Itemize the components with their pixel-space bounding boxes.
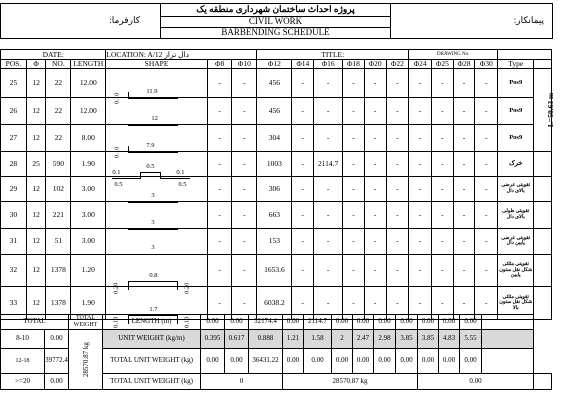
unit-weight-val: 1.58 xyxy=(304,330,332,349)
no-cell: 221 xyxy=(46,201,71,228)
tuw-val: 0.00 xyxy=(304,349,332,374)
length-val: 0.00 xyxy=(396,315,418,330)
unit-weight-val: 0.888 xyxy=(249,330,283,349)
tuw-val: 0.00 xyxy=(374,349,396,374)
final-c: 0.00 xyxy=(418,374,534,390)
diameter-cell: - xyxy=(475,286,498,319)
phi-cell: 12 xyxy=(26,97,46,124)
diameter-cell: - xyxy=(292,201,314,228)
length-cell: 3.00 xyxy=(71,176,106,201)
length-cell: 8.00 xyxy=(71,124,106,151)
work-type: CIVIL WORK xyxy=(161,17,391,28)
col-shape: SHAPE xyxy=(106,60,207,69)
final-b: 28570.87 kg xyxy=(283,374,418,390)
diameter-cell: - xyxy=(207,68,232,97)
diameter-cell: - xyxy=(386,124,409,151)
col-d20: Φ20 xyxy=(364,60,386,69)
col-pos: POS. xyxy=(1,60,27,69)
diameter-cell: - xyxy=(292,254,314,286)
diameter-cell: 663 xyxy=(257,201,292,228)
diameter-cell: - xyxy=(292,124,314,151)
type-cell: Pos9 xyxy=(498,124,534,151)
length-val: 0.00 xyxy=(332,315,353,330)
dimension-label: 3 xyxy=(151,218,155,226)
group-range: 12-18 xyxy=(1,349,45,374)
diameter-cell: - xyxy=(475,176,498,201)
diameter-cell: - xyxy=(475,151,498,176)
diameter-cell: - xyxy=(453,68,475,97)
shape-cell xyxy=(106,97,207,124)
group-range: 8-10 xyxy=(1,330,45,349)
diameter-cell: - xyxy=(386,151,409,176)
col-phi: Φ xyxy=(26,60,46,69)
table-row xyxy=(1,124,552,151)
dimension-label: 12 xyxy=(151,114,158,122)
length-val: 0.00 xyxy=(353,315,374,330)
tuw-val: 0.00 xyxy=(396,349,418,374)
type-cell: تقویتی عرضی پایین دال xyxy=(498,228,534,254)
diameter-cell: - xyxy=(314,228,343,254)
length-val: 0.00 xyxy=(225,315,249,330)
length-val: 0.00 xyxy=(374,315,396,330)
diameter-cell: - xyxy=(314,254,343,286)
unit-weight-val: 4.83 xyxy=(439,330,460,349)
bar-line xyxy=(177,281,178,290)
side-length-cell xyxy=(534,68,556,151)
side-length-label: L=50.63 m xyxy=(546,92,556,128)
diameter-cell: - xyxy=(364,68,386,97)
dimension-label: 0.20 xyxy=(183,282,191,295)
diameter-cell: - xyxy=(431,254,453,286)
table-row xyxy=(1,228,552,254)
diameter-cell: - xyxy=(386,228,409,254)
diameter-cell: - xyxy=(207,228,232,254)
shape-cell xyxy=(106,254,207,295)
pos-cell: 28 xyxy=(1,151,27,176)
type-cell: تقویتی مثلثی شکل نقل ستون بالا xyxy=(498,286,534,319)
diameter-cell: - xyxy=(409,201,432,228)
diameter-cell: - xyxy=(409,176,432,201)
diameter-cell: - xyxy=(207,124,232,151)
total-label: TOTAL xyxy=(1,315,69,330)
diameter-cell: - xyxy=(409,97,432,124)
diameter-cell: - xyxy=(314,68,343,97)
length-val: 0.00 xyxy=(201,315,225,330)
shape-cell xyxy=(106,201,207,228)
diameter-cell: - xyxy=(292,228,314,254)
length-val: 0.00 xyxy=(460,315,482,330)
type-cell: تقویتی عرضی بالای دال xyxy=(498,176,534,201)
dimension-label: 0.10 xyxy=(112,316,120,328)
bar-line xyxy=(128,229,178,230)
diameter-cell: - xyxy=(314,201,343,228)
no-cell: 1378 xyxy=(46,286,71,319)
phi-cell: 12 xyxy=(26,68,46,97)
diameter-cell: - xyxy=(207,176,232,201)
type-cell: تقویتی مثلثی شکل نقل ستون پایین xyxy=(498,254,534,286)
tuw-label: TOTAL UNIT WEIGHT (kg) xyxy=(103,349,201,374)
diameter-cell: - xyxy=(453,124,475,151)
diameter-cell: - xyxy=(431,97,453,124)
diameter-cell: - xyxy=(207,151,232,176)
diameter-cell: - xyxy=(314,176,343,201)
bar-line xyxy=(140,172,141,179)
total-weight-label: TOTAL WEIGHT xyxy=(69,315,103,330)
diameter-cell: - xyxy=(431,201,453,228)
diameter-cell: - xyxy=(343,228,365,254)
diameter-cell: - xyxy=(292,176,314,201)
final-a: 0 xyxy=(201,374,283,390)
col-d16: Φ16 xyxy=(314,60,343,69)
diameter-cell: - xyxy=(386,176,409,201)
bar-line xyxy=(128,98,178,99)
pos-cell: 32 xyxy=(1,254,27,286)
diameter-cell: - xyxy=(386,254,409,286)
phi-cell: 12 xyxy=(26,124,46,151)
length-val: 0.00 xyxy=(283,315,304,330)
unit-weight-val: 1.21 xyxy=(283,330,304,349)
diameter-cell: - xyxy=(453,151,475,176)
dimension-label: 0.5 xyxy=(178,180,187,188)
diameter-cell: - xyxy=(475,97,498,124)
bar-line xyxy=(128,92,129,99)
diameter-cell: - xyxy=(343,286,365,319)
diameter-cell: - xyxy=(364,228,386,254)
diameter-cell: - xyxy=(386,97,409,124)
pos-cell: 33 xyxy=(1,286,27,319)
diameter-cell: - xyxy=(431,68,453,97)
diameter-cell: - xyxy=(364,151,386,176)
diameter-cell: - xyxy=(453,176,475,201)
unit-weight-val: 3.85 xyxy=(396,330,418,349)
diameter-cell: - xyxy=(364,176,386,201)
no-cell: 22 xyxy=(46,68,71,97)
table-row xyxy=(1,97,552,124)
length-cell: 1.20 xyxy=(71,254,106,286)
length-cell: 12.00 xyxy=(71,97,106,124)
diameter-cell: - xyxy=(431,151,453,176)
diameter-cell: - xyxy=(232,124,257,151)
group-value: 39772.4 xyxy=(45,349,69,374)
tuw-val: 0.00 xyxy=(201,349,225,374)
diameter-cell: 6038.2 xyxy=(257,286,292,319)
diameter-cell: - xyxy=(475,68,498,97)
pos-cell: 30 xyxy=(1,201,27,228)
diameter-cell: - xyxy=(314,124,343,151)
diameter-cell: 153 xyxy=(257,228,292,254)
type-cell: Pos9 xyxy=(498,68,534,97)
unit-weight-val: 2 xyxy=(332,330,353,349)
diameter-cell: - xyxy=(343,124,365,151)
shape-cell xyxy=(106,124,207,158)
diameter-cell: - xyxy=(343,254,365,286)
project-title: پروژه احداث ساختمان شهرداری منطقه یک xyxy=(161,4,391,17)
unit-weight-label: UNIT WEIGHT (kg/m) xyxy=(103,330,201,349)
header-table xyxy=(0,3,553,39)
diameter-cell: - xyxy=(314,97,343,124)
col-d30: Φ30 xyxy=(475,60,498,69)
pos-cell: 25 xyxy=(1,68,27,97)
col-d14: Φ14 xyxy=(292,60,314,69)
diameter-cell: - xyxy=(409,254,432,286)
tuw-val: 0.00 xyxy=(460,349,482,374)
diameter-cell: - xyxy=(232,97,257,124)
diameter-cell: - xyxy=(386,201,409,228)
bar-line xyxy=(112,178,140,179)
tuw-val: 0.00 xyxy=(418,349,439,374)
col-d24: Φ24 xyxy=(409,60,432,69)
diameter-cell: - xyxy=(232,68,257,97)
diameter-cell: - xyxy=(431,228,453,254)
phi-cell: 12 xyxy=(26,286,46,319)
diameter-cell: - xyxy=(453,201,475,228)
bar-line xyxy=(128,152,178,153)
diameter-cell: - xyxy=(364,97,386,124)
diameter-cell: 456 xyxy=(257,97,292,124)
diameter-cell: - xyxy=(207,201,232,228)
col-length: LENGTH xyxy=(71,60,106,69)
diameter-cell: - xyxy=(292,68,314,97)
bar-line xyxy=(128,281,178,282)
bar-line xyxy=(128,281,129,290)
dimension-label: 0.10 xyxy=(113,146,121,158)
length-val: 0.00 xyxy=(439,315,460,330)
phi-cell: 12 xyxy=(26,254,46,286)
diameter-cell: - xyxy=(343,201,365,228)
diameter-cell: - xyxy=(453,228,475,254)
pos-cell: 27 xyxy=(1,124,27,151)
unit-weight-val: 3.85 xyxy=(418,330,439,349)
tuw-val: 36431.22 xyxy=(249,349,283,374)
type-cell: تقویتی طولی بالای دال xyxy=(498,201,534,228)
diameter-cell: - xyxy=(475,254,498,286)
diameter-cell: - xyxy=(364,124,386,151)
diameter-cell: - xyxy=(232,228,257,254)
col-no: NO. xyxy=(46,60,71,69)
title-label: TITLE: xyxy=(257,50,409,60)
col-d22: Φ22 xyxy=(386,60,409,69)
tuw-val: 0.00 xyxy=(332,349,353,374)
diameter-cell: - xyxy=(409,124,432,151)
diameter-cell: - xyxy=(232,201,257,228)
diameter-cell: - xyxy=(292,151,314,176)
pos-cell: 29 xyxy=(1,176,27,201)
tuw-val: 0.00 xyxy=(353,349,374,374)
no-cell: 51 xyxy=(46,228,71,254)
diameter-cell: - xyxy=(292,97,314,124)
diameter-cell: - xyxy=(207,254,232,286)
diameter-cell: - xyxy=(364,254,386,286)
tuw-val: 0.00 xyxy=(439,349,460,374)
length-val: 0.00 xyxy=(418,315,439,330)
diameter-cell: - xyxy=(232,151,257,176)
no-cell: 590 xyxy=(46,151,71,176)
diameter-cell: 1653.6 xyxy=(257,254,292,286)
diameter-cell: - xyxy=(409,286,432,319)
table-row xyxy=(1,151,552,176)
diameter-cell: 2114.7 xyxy=(314,151,343,176)
pos-cell: 26 xyxy=(1,97,27,124)
dimension-label: 3 xyxy=(151,244,155,252)
dimension-label: 1.7 xyxy=(149,305,158,313)
dimension-label: 0.1 xyxy=(112,168,121,176)
unit-weight-val: 0.395 xyxy=(201,330,225,349)
dimension-label: 0.10 xyxy=(183,316,191,328)
schedule-title: BARBENDING SCHEDULE xyxy=(161,28,391,39)
diameter-cell: - xyxy=(475,124,498,151)
diameter-cell: - xyxy=(364,201,386,228)
bar-line xyxy=(128,202,178,203)
shape-cell xyxy=(106,228,207,254)
group-range: >=20 xyxy=(1,374,45,390)
unit-weight-val: 2.98 xyxy=(374,330,396,349)
bar-line xyxy=(128,125,178,126)
phi-cell: 25 xyxy=(26,151,46,176)
bar-line xyxy=(128,146,129,153)
diameter-cell: - xyxy=(232,286,257,319)
dimension-label: 0.5 xyxy=(114,180,123,188)
dimension-label: 0.20 xyxy=(112,282,120,295)
bar-line xyxy=(140,172,160,173)
diameter-cell: - xyxy=(431,286,453,319)
diameter-cell: - xyxy=(207,97,232,124)
diameter-cell: - xyxy=(409,68,432,97)
dimension-label: 0.8 xyxy=(149,272,158,280)
no-cell: 22 xyxy=(46,97,71,124)
diameter-cell: - xyxy=(386,286,409,319)
dimension-label: 0.5 xyxy=(146,162,155,170)
length-cell: 1.90 xyxy=(71,151,106,176)
diameter-cell: 456 xyxy=(257,68,292,97)
drawing-no-label: DRAWING No. xyxy=(409,50,498,60)
group-value: 0.00 xyxy=(45,374,69,390)
col-d18: Φ18 xyxy=(343,60,365,69)
dimension-label: 0.1 xyxy=(176,168,185,176)
dimension-label: 0.10 xyxy=(113,92,121,104)
bar-line xyxy=(128,254,178,255)
contractor-label: پیمانکار: xyxy=(391,4,553,39)
tuw-val: 0.00 xyxy=(225,349,249,374)
type-cell: خرک xyxy=(498,151,534,176)
diameter-cell: - xyxy=(343,176,365,201)
totals-table xyxy=(0,314,552,390)
diameter-cell: - xyxy=(386,68,409,97)
diameter-cell: - xyxy=(232,254,257,286)
bar-line xyxy=(160,178,190,179)
grand-total: 28570.87 kg xyxy=(81,342,90,377)
unit-weight-val: 5.55 xyxy=(460,330,482,349)
tuw-val: 0.00 xyxy=(283,349,304,374)
dimension-label: 11.9 xyxy=(146,87,158,95)
pos-cell: 31 xyxy=(1,228,27,254)
diameter-cell: - xyxy=(232,176,257,201)
length-label: LENGTH (m) xyxy=(103,315,201,330)
diameter-cell: - xyxy=(409,151,432,176)
length-cell: 3.00 xyxy=(71,201,106,228)
unit-weight-val: 0.617 xyxy=(225,330,249,349)
diameter-cell: - xyxy=(343,68,365,97)
phi-cell: 12 xyxy=(26,176,46,201)
diameter-cell: - xyxy=(431,124,453,151)
table-row xyxy=(1,254,552,286)
shape-cell xyxy=(106,68,207,104)
diameter-cell: - xyxy=(475,201,498,228)
col-d12: Φ12 xyxy=(257,60,292,69)
col-d10: Φ10 xyxy=(232,60,257,69)
phi-cell: 12 xyxy=(26,228,46,254)
dimension-label: 7.9 xyxy=(146,141,155,149)
table-row xyxy=(1,68,552,97)
diameter-cell: - xyxy=(431,176,453,201)
phi-cell: 12 xyxy=(26,201,46,228)
length-val: 32174.4 xyxy=(249,315,283,330)
date-label: DATE: xyxy=(1,50,106,60)
type-cell: Pos9 xyxy=(498,97,534,124)
table-row xyxy=(1,201,552,228)
length-val: 2114.7 xyxy=(304,315,332,330)
diameter-cell: - xyxy=(453,97,475,124)
diameter-cell: - xyxy=(453,286,475,319)
no-cell: 1378 xyxy=(46,254,71,286)
col-d8: Φ8 xyxy=(207,60,232,69)
no-cell: 102 xyxy=(46,176,71,201)
unit-weight-val: 2.47 xyxy=(353,330,374,349)
diameter-cell: - xyxy=(292,286,314,319)
dimension-label: 3 xyxy=(151,191,155,199)
diameter-cell: - xyxy=(343,151,365,176)
diameter-cell: 1003 xyxy=(257,151,292,176)
diameter-cell: - xyxy=(314,286,343,319)
diameter-cell: - xyxy=(475,228,498,254)
length-cell: 3.00 xyxy=(71,228,106,254)
col-d25: Φ25 xyxy=(431,60,453,69)
col-type: Type xyxy=(498,60,534,69)
col-d28: Φ28 xyxy=(453,60,475,69)
group-value: 0.00 xyxy=(45,330,69,349)
employer-label: کارفرما: xyxy=(1,4,161,39)
shape-cell xyxy=(106,151,207,188)
diameter-cell: - xyxy=(343,97,365,124)
diameter-cell: 306 xyxy=(257,176,292,201)
diameter-cell: - xyxy=(207,286,232,319)
no-cell: 22 xyxy=(46,124,71,151)
diameter-cell: - xyxy=(453,254,475,286)
length-cell: 1.90 xyxy=(71,286,106,319)
diameter-cell: - xyxy=(364,286,386,319)
diameter-cell: 304 xyxy=(257,124,292,151)
grand-total-cell xyxy=(69,330,103,390)
table-row xyxy=(1,176,552,201)
length-cell: 12.00 xyxy=(71,68,106,97)
final-label: TOTAL UNIT WEIGHT (kg) xyxy=(103,374,201,390)
diameter-cell: - xyxy=(409,228,432,254)
location-label: LOCATION: A/12 دال تراز xyxy=(106,50,257,60)
